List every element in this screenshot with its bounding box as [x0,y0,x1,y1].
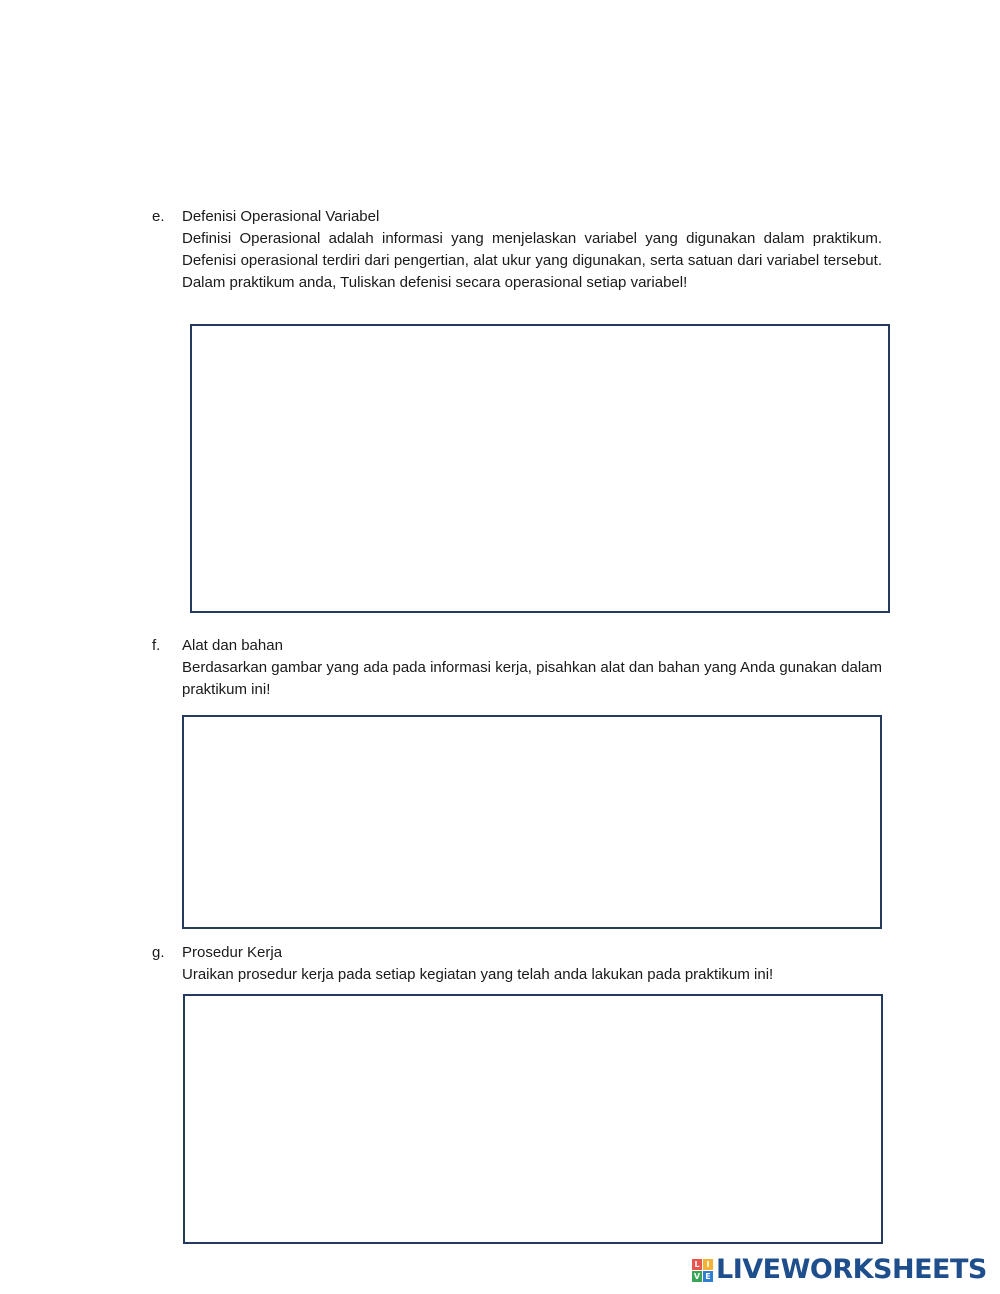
section-g-letter: g. [152,944,165,961]
logo-cell-i: I [703,1259,713,1270]
logo-cell-v: V [693,1271,701,1281]
section-g-instructions: Uraikan prosedur kerja pada setiap kegiatan yang telah anda lakukan pada praktikum ini! [182,966,774,983]
answer-box-definisi-operasional[interactable] [190,324,890,613]
logo-cell-l: L [692,1259,702,1270]
section-e-title: Defenisi Operasional Variabel [182,208,380,225]
liveworksheets-logo [692,1256,987,1284]
section-e-letter: e. [152,208,165,225]
section-f-title: Alat dan bahan [182,637,283,654]
section-g-title: Prosedur Kerja [182,944,283,961]
liveworksheets-wordmark: LIVEWORKSHEETS [716,1254,987,1285]
logo-cell-e: E [703,1271,713,1282]
section-f-letter: f. [152,637,161,654]
answer-box-prosedur-kerja[interactable] [183,994,883,1244]
section-e-instructions: Definisi Operasional adalah informasi yang menjelaskan variabel yang digunakan dalam praktikum. Defenisi operasional terdiri dari pengertian, alat ukur yang digunakan, serta satuan dari variabel tersebut. Dalam praktikum anda, Tuliskan defenisi secara operasional setiap variabel! [182,230,882,291]
answer-box-alat-bahan[interactable] [182,715,882,929]
section-f-instructions: Berdasarkan gambar yang ada pada informasi kerja, pisahkan alat dan bahan yang Anda gunakan dalam praktikum ini! [182,659,882,698]
liveworksheets-mark-icon [692,1259,713,1282]
